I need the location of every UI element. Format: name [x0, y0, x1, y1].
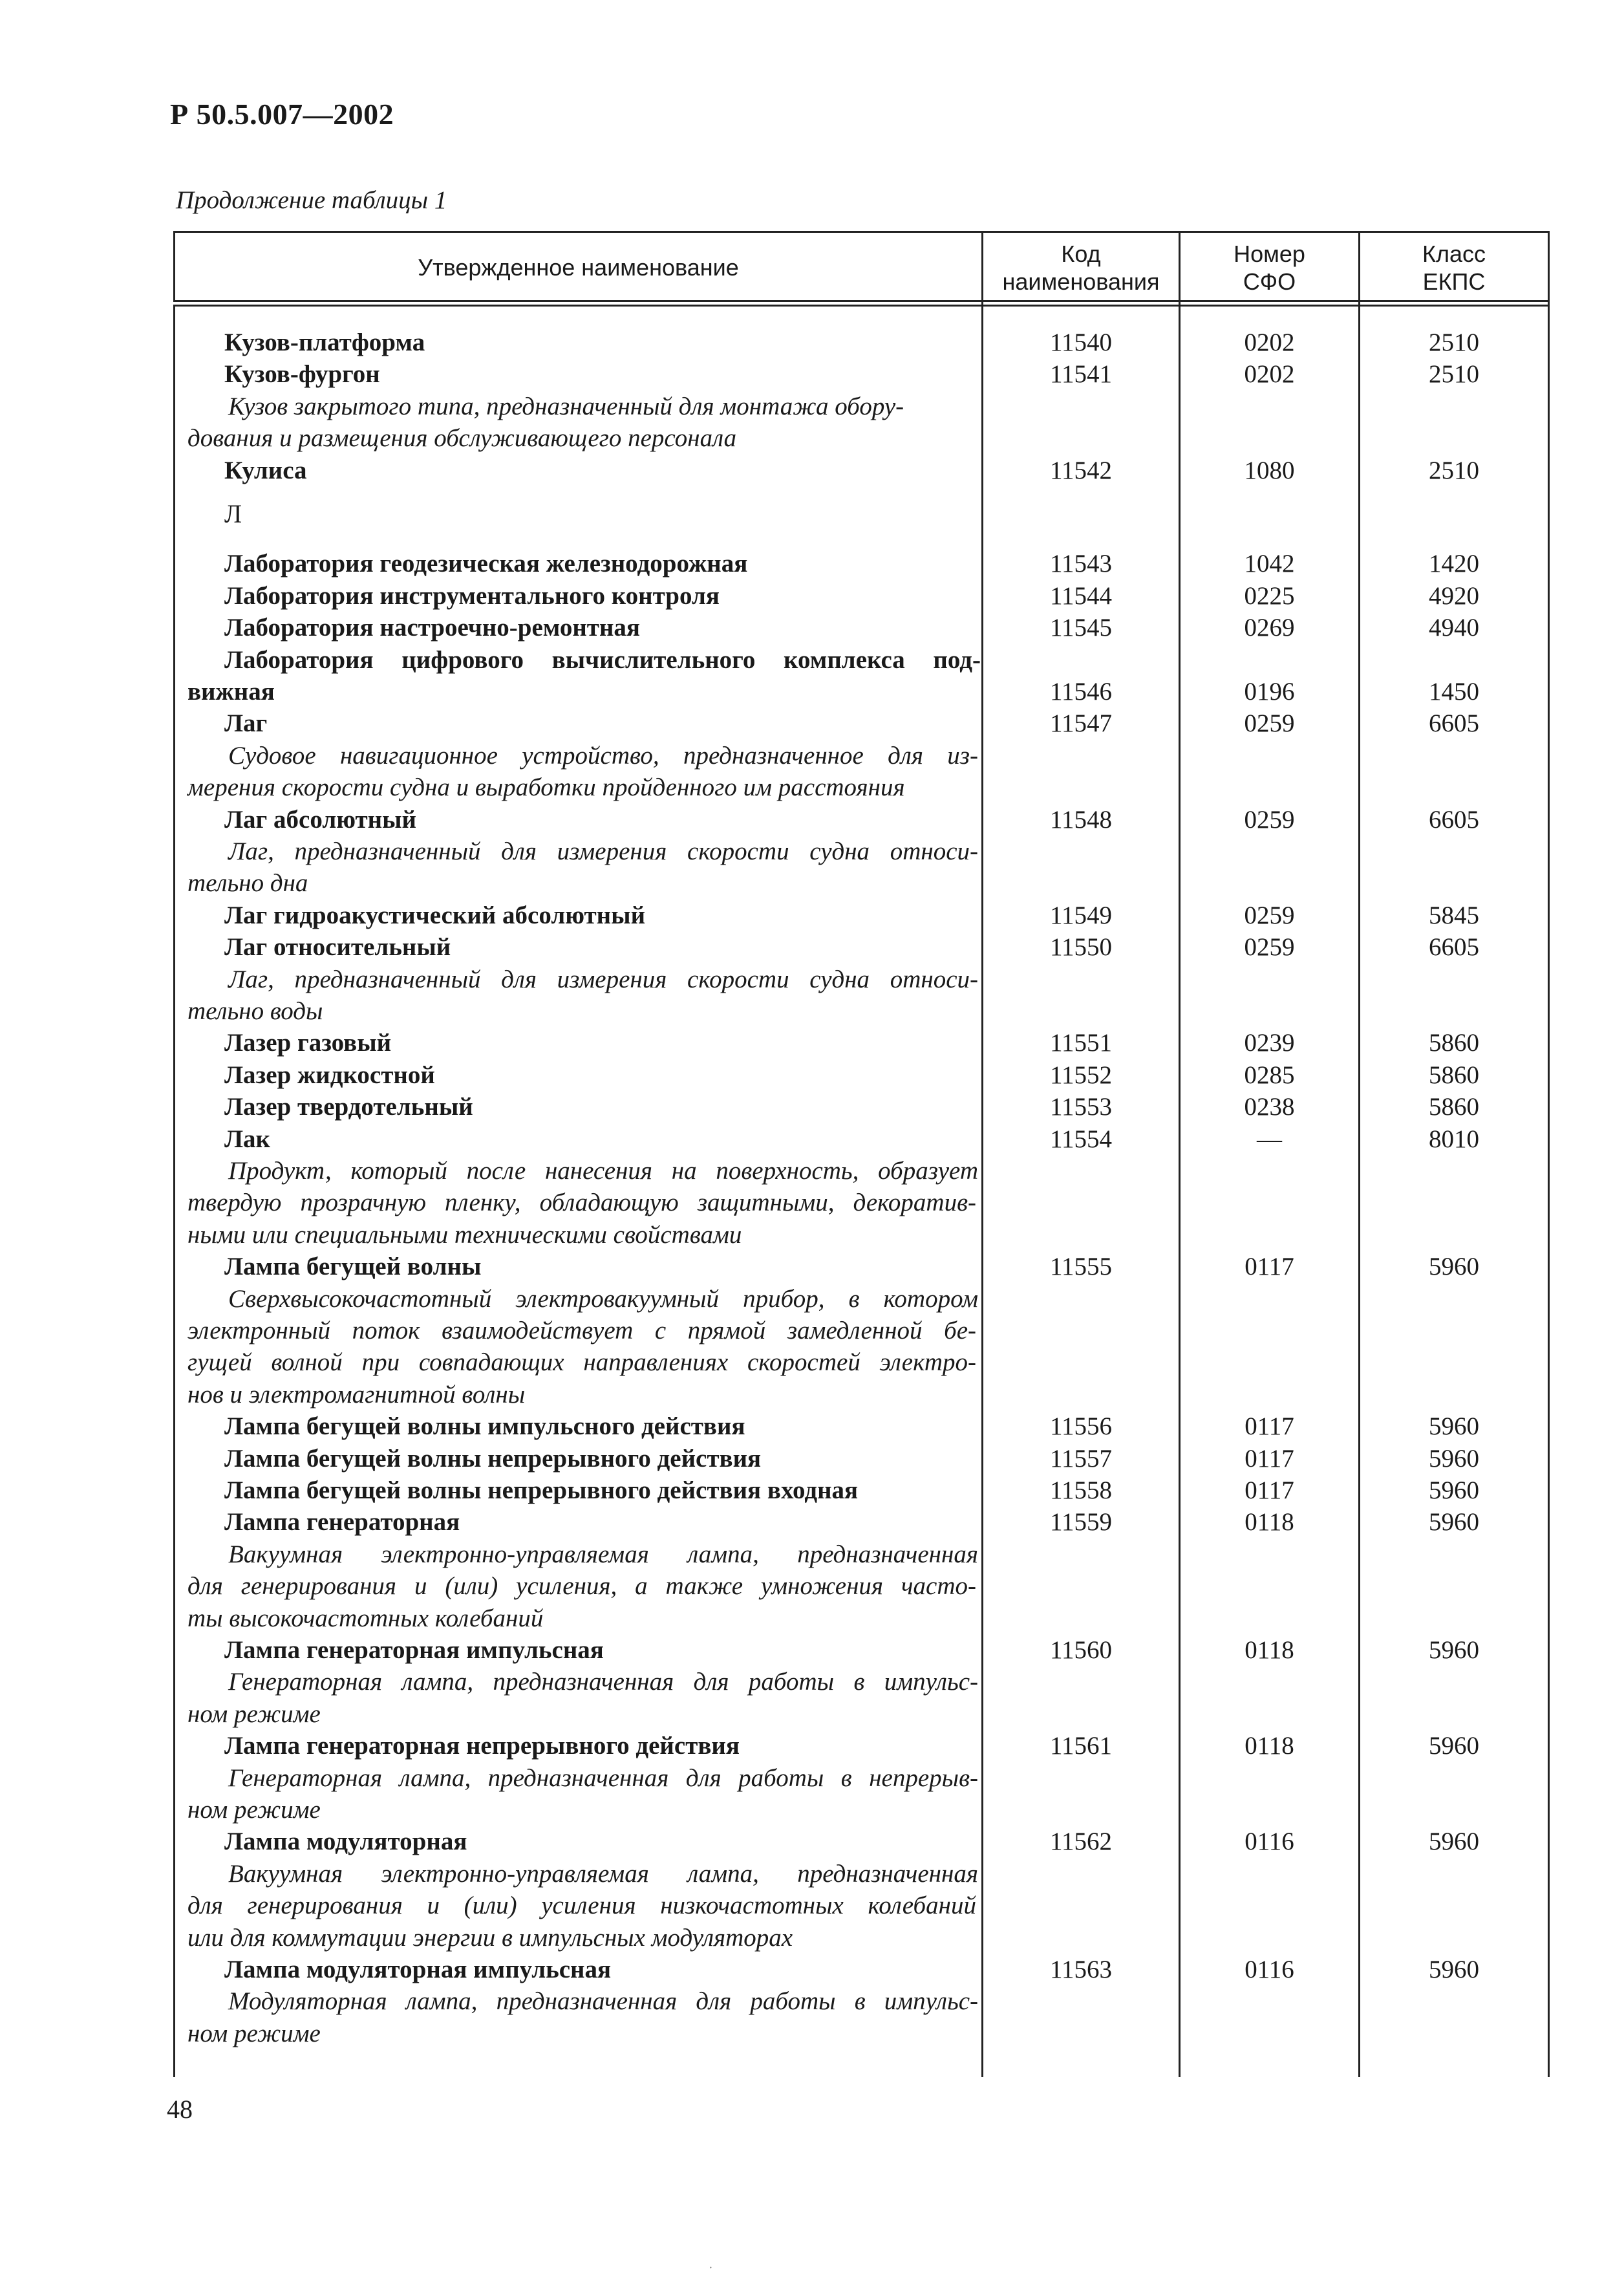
definition-text: твердую прозрачную пленку, обладающую защитными, декоратив-: [187, 1189, 976, 1217]
definition-text: ном режиме: [187, 1795, 321, 1824]
ekps-cell: 6605: [1429, 805, 1479, 834]
code-cell: 11547: [1049, 709, 1113, 738]
sfo-cell: 0225: [1244, 581, 1295, 610]
code-cell: 11540: [1049, 329, 1113, 356]
header-ekps: Класс ЕКПС: [1422, 240, 1486, 295]
code-cell: 11550: [1049, 933, 1113, 962]
code-cell: 11542: [1049, 456, 1113, 484]
code-cell: 11543: [1049, 550, 1113, 578]
definition-text: для генерирования и (или) усиления, а также умножения часто-: [187, 1572, 976, 1601]
ekps-cell: 5960: [1429, 1732, 1479, 1760]
ekps-cell: 6605: [1429, 933, 1479, 962]
definition-text: Продукт, который после нанесения на поверхность, образует: [228, 1157, 978, 1185]
document-id: Р 50.5.007—2002: [170, 98, 394, 131]
code-cell: 11554: [1049, 1125, 1113, 1153]
sfo-cell: 0117: [1245, 1476, 1294, 1504]
table-continuation-label: Продолжение таблицы 1: [176, 186, 447, 214]
ekps-cell: 5960: [1429, 1508, 1479, 1537]
ekps-cell: 1450: [1429, 678, 1479, 706]
code-cell: 11544: [1049, 581, 1113, 610]
definition-text: или для коммутации энергии в импульсных модуляторах: [187, 1923, 793, 1952]
term-name: Лаборатория инструментального контроля: [224, 581, 720, 610]
sfo-cell: 0116: [1245, 1956, 1294, 1983]
sfo-cell: 0117: [1245, 1412, 1294, 1441]
code-cell: 11558: [1049, 1476, 1113, 1504]
code-cell: 11557: [1049, 1444, 1113, 1473]
section-letter: Л: [224, 499, 242, 528]
code-cell: 11548: [1049, 805, 1113, 834]
code-cell: 11555: [1049, 1253, 1113, 1281]
sfo-cell: 0259: [1244, 901, 1295, 929]
code-cell: 11545: [1049, 614, 1113, 642]
scan-mark: ·: [709, 2261, 713, 2275]
ekps-cell: 5860: [1429, 1029, 1479, 1057]
ekps-cell: 2510: [1429, 329, 1479, 356]
code-cell: 11562: [1049, 1828, 1113, 1856]
sfo-cell: 0117: [1245, 1253, 1294, 1281]
sfo-cell: 0259: [1244, 709, 1295, 738]
ekps-cell: 4920: [1429, 581, 1479, 610]
ekps-cell: 1420: [1429, 550, 1479, 578]
code-cell: 11552: [1049, 1061, 1113, 1089]
definition-text: Лаг, предназначенный для измерения скорости судна относи-: [228, 837, 978, 865]
code-cell: 11549: [1049, 901, 1113, 929]
ekps-cell: 5860: [1429, 1061, 1479, 1089]
definition-text: тельно воды: [187, 997, 323, 1025]
ekps-cell: 5960: [1429, 1956, 1479, 1983]
sfo-cell: 0196: [1244, 678, 1295, 706]
term-name: Лазер газовый: [224, 1029, 392, 1057]
header-code: Код наименования: [1002, 240, 1160, 295]
term-name: Лампа генераторная: [224, 1508, 460, 1537]
term-name: Лампа бегущей волны: [224, 1253, 482, 1281]
term-name: Лаг: [224, 709, 268, 738]
definition-text: Генераторная лампа, предназначенная для работы в импульс-: [228, 1668, 978, 1696]
definition-text: мерения скорости судна и выработки пройденного им расстояния: [187, 773, 905, 802]
sfo-cell: 0118: [1245, 1732, 1294, 1760]
term-name: вижная: [187, 678, 275, 706]
code-cell: 11541: [1049, 360, 1113, 389]
term-name: Лаборатория геодезическая железнодорожная: [224, 550, 748, 578]
definition-text: ты высокочастотных колебаний: [187, 1604, 544, 1632]
definition-text: Кузов закрытого типа, предназначенный для монтажа обору-: [228, 392, 904, 420]
definition-text: тельно дна: [187, 869, 308, 898]
sfo-cell: 0259: [1244, 933, 1295, 962]
definition-text: ными или специальными техническими свойствами: [187, 1220, 742, 1249]
term-name: Лак: [224, 1125, 271, 1153]
term-name: Лампа бегущей волны импульсного действия: [224, 1412, 745, 1441]
ekps-cell: 5960: [1429, 1444, 1479, 1473]
ekps-cell: 2510: [1429, 360, 1479, 389]
term-name: Лампа бегущей волны непрерывного действия входная: [224, 1476, 859, 1504]
header-name: Утвержденное наименование: [418, 254, 739, 281]
header-rule-2: [173, 305, 1550, 307]
sfo-cell: 1042: [1244, 550, 1295, 578]
term-name: Лаборатория настроечно-ремонтная: [224, 614, 641, 642]
term-name: Лампа генераторная непрерывного действия: [224, 1732, 740, 1760]
definition-text: Сверхвысокочастотный электровакуумный прибор, в котором: [228, 1284, 978, 1313]
term-name: Лампа модуляторная импульсная: [224, 1956, 612, 1983]
ekps-cell: 5960: [1429, 1476, 1479, 1504]
code-cell: 11563: [1049, 1956, 1113, 1983]
code-cell: 11551: [1049, 1029, 1113, 1057]
definition-text: Лаг, предназначенный для измерения скорости судна относи-: [228, 965, 978, 993]
sfo-cell: 0202: [1244, 329, 1295, 356]
table-right-border: [1548, 231, 1550, 2077]
sfo-cell: 0259: [1244, 805, 1295, 834]
ekps-cell: 4940: [1429, 614, 1479, 642]
ekps-cell: 5960: [1429, 1636, 1479, 1664]
sfo-cell: 0239: [1244, 1029, 1295, 1057]
ekps-cell: 5960: [1429, 1412, 1479, 1441]
sfo-cell: 0238: [1244, 1093, 1295, 1121]
page-number: 48: [167, 2095, 193, 2124]
ekps-cell: 5860: [1429, 1093, 1479, 1121]
definition-text: Вакуумная электронно-управляемая лампа, предназначенная: [228, 1540, 978, 1568]
code-cell: 11556: [1049, 1412, 1113, 1441]
term-name: Лаг относительный: [224, 933, 451, 962]
term-name: Лаг гидроакустический абсолютный: [224, 901, 646, 929]
code-cell: 11561: [1049, 1732, 1113, 1760]
sfo-cell: 0285: [1244, 1061, 1295, 1089]
sfo-cell: 0117: [1245, 1444, 1294, 1473]
definition-text: Судовое навигационное устройство, предназначенное для из-: [228, 741, 978, 770]
definition-text: дования и размещения обслуживающего персонала: [187, 424, 737, 453]
term-name: Лампа модуляторная: [224, 1828, 467, 1856]
term-name: Лазер жидкостной: [224, 1061, 435, 1089]
sfo-cell: 0118: [1245, 1636, 1294, 1664]
ekps-cell: 2510: [1429, 456, 1479, 484]
sfo-cell: 0202: [1244, 360, 1295, 389]
code-cell: 11546: [1049, 678, 1113, 706]
ekps-cell: 5845: [1429, 901, 1479, 929]
term-name: Кулиса: [224, 456, 307, 484]
definition-text: нов и электромагнитной волны: [187, 1380, 526, 1408]
ekps-cell: 8010: [1429, 1125, 1479, 1153]
definition-text: Модуляторная лампа, предназначенная для работы в импульс-: [228, 1987, 978, 2016]
term-name: Лампа бегущей волны непрерывного действия: [224, 1444, 762, 1473]
term-name: Лаборатория цифрового вычислительного комплекса под-: [224, 645, 981, 674]
ekps-cell: 6605: [1429, 709, 1479, 738]
definition-text: для генерирования и (или) усиления низкочастотных колебаний: [187, 1892, 976, 1920]
ekps-cell: 5960: [1429, 1253, 1479, 1281]
definition-text: электронный поток взаимодействует с прямой замедленной бе-: [187, 1316, 976, 1344]
code-cell: 11553: [1049, 1093, 1113, 1121]
definition-text: Вакуумная электронно-управляемая лампа, предназначенная: [228, 1859, 978, 1888]
header-sfo: Номер СФО: [1234, 240, 1305, 295]
definition-text: гущей волной при совпадающих направлениях скоростей электро-: [187, 1348, 976, 1377]
definition-text: ном режиме: [187, 2019, 321, 2047]
table-left-border-body: [173, 305, 175, 2077]
sfo-cell: 0269: [1244, 614, 1295, 642]
ekps-cell: 5960: [1429, 1828, 1479, 1856]
term-name: Лазер твердотельный: [224, 1093, 473, 1121]
term-name: Кузов-платформа: [224, 329, 425, 356]
sfo-cell: 0118: [1245, 1508, 1294, 1537]
term-name: Кузов-фургон: [224, 360, 380, 389]
definition-text: Генераторная лампа, предназначенная для работы в непрерыв-: [228, 1764, 978, 1792]
code-cell: 11560: [1049, 1636, 1113, 1664]
term-name: Лампа генераторная импульсная: [224, 1636, 604, 1664]
sfo-cell: 0116: [1245, 1828, 1294, 1856]
sfo-cell: 1080: [1244, 456, 1295, 484]
definition-text: ном режиме: [187, 1700, 321, 1728]
sfo-cell: —: [1257, 1125, 1282, 1153]
code-cell: 11559: [1049, 1508, 1113, 1537]
term-name: Лаг абсолютный: [224, 805, 417, 834]
